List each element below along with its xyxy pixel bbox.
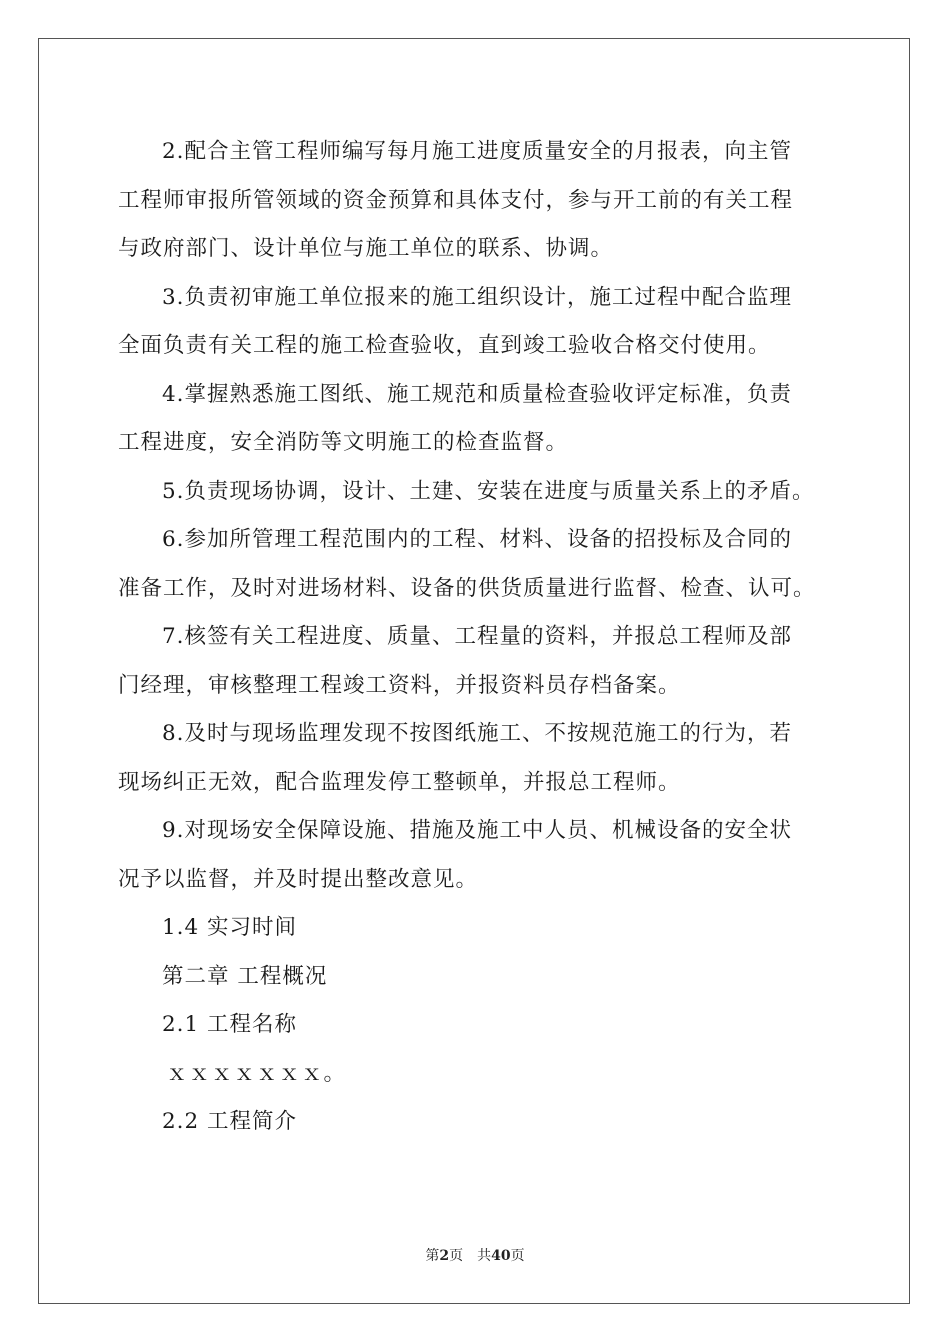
- current-page-number: 2: [439, 1248, 450, 1264]
- footer-suffix: 页: [510, 1248, 525, 1264]
- total-page-count: 40: [491, 1248, 511, 1264]
- text-line: 门经理，审核整理工程竣工资料，并报资料员存档备案。: [118, 672, 681, 698]
- text-line: 工程进度，安全消防等文明施工的检查监督。: [118, 430, 569, 455]
- document-body: [118, 128, 838, 1147]
- text-line: 2.配合主管工程师编写每月施工进度质量安全的月报表，向主管: [162, 139, 793, 164]
- text-line: 7.核签有关工程进度、质量、工程量的资料，并报总工程师及部: [162, 624, 793, 649]
- section-heading: 2.2 工程简介: [162, 1109, 298, 1134]
- text-line: 况予以监督，并及时提出整改意见。: [118, 866, 479, 892]
- footer-prefix: 第: [425, 1248, 440, 1264]
- text-line: 准备工作，及时对进场材料、设备的供货质量进行监督、检查、认可。: [118, 575, 816, 601]
- text-line: 与政府部门、设计单位与施工单位的联系、协调。: [118, 236, 614, 261]
- text-line: 5.负责现场协调，设计、土建、安装在进度与质量关系上的矛盾。: [162, 478, 815, 504]
- section-heading: 1.4 实习时间: [162, 915, 298, 940]
- project-name: ｘｘｘｘｘｘｘ。: [166, 1060, 347, 1086]
- text-line: 8.及时与现场监理发现不按图纸施工、不按规范施工的行为，若: [162, 721, 793, 746]
- text-line: 现场纠正无效，配合监理发停工整顿单，并报总工程师。: [118, 769, 681, 795]
- chapter-heading: 第二章 工程概况: [162, 963, 328, 989]
- text-line: 工程师审报所管领域的资金预算和具体支付，参与开工前的有关工程: [118, 187, 794, 213]
- page-footer: [0, 1245, 950, 1265]
- section-heading: 2.1 工程名称: [162, 1012, 298, 1037]
- text-line: 3.负责初审施工单位报来的施工组织设计，施工过程中配合监理: [162, 284, 793, 310]
- text-line: 9.对现场安全保障设施、措施及施工中人员、机械设备的安全状: [162, 818, 793, 843]
- text-line: 全面负责有关工程的施工检查验收，直到竣工验收合格交付使用。: [118, 333, 771, 358]
- text-line: 4.掌握熟悉施工图纸、施工规范和质量检查验收评定标准，负责: [162, 381, 793, 407]
- text-line: 6.参加所管理工程范围内的工程、材料、设备的招投标及合同的: [162, 527, 793, 552]
- footer-mid: 页 共: [449, 1248, 492, 1264]
